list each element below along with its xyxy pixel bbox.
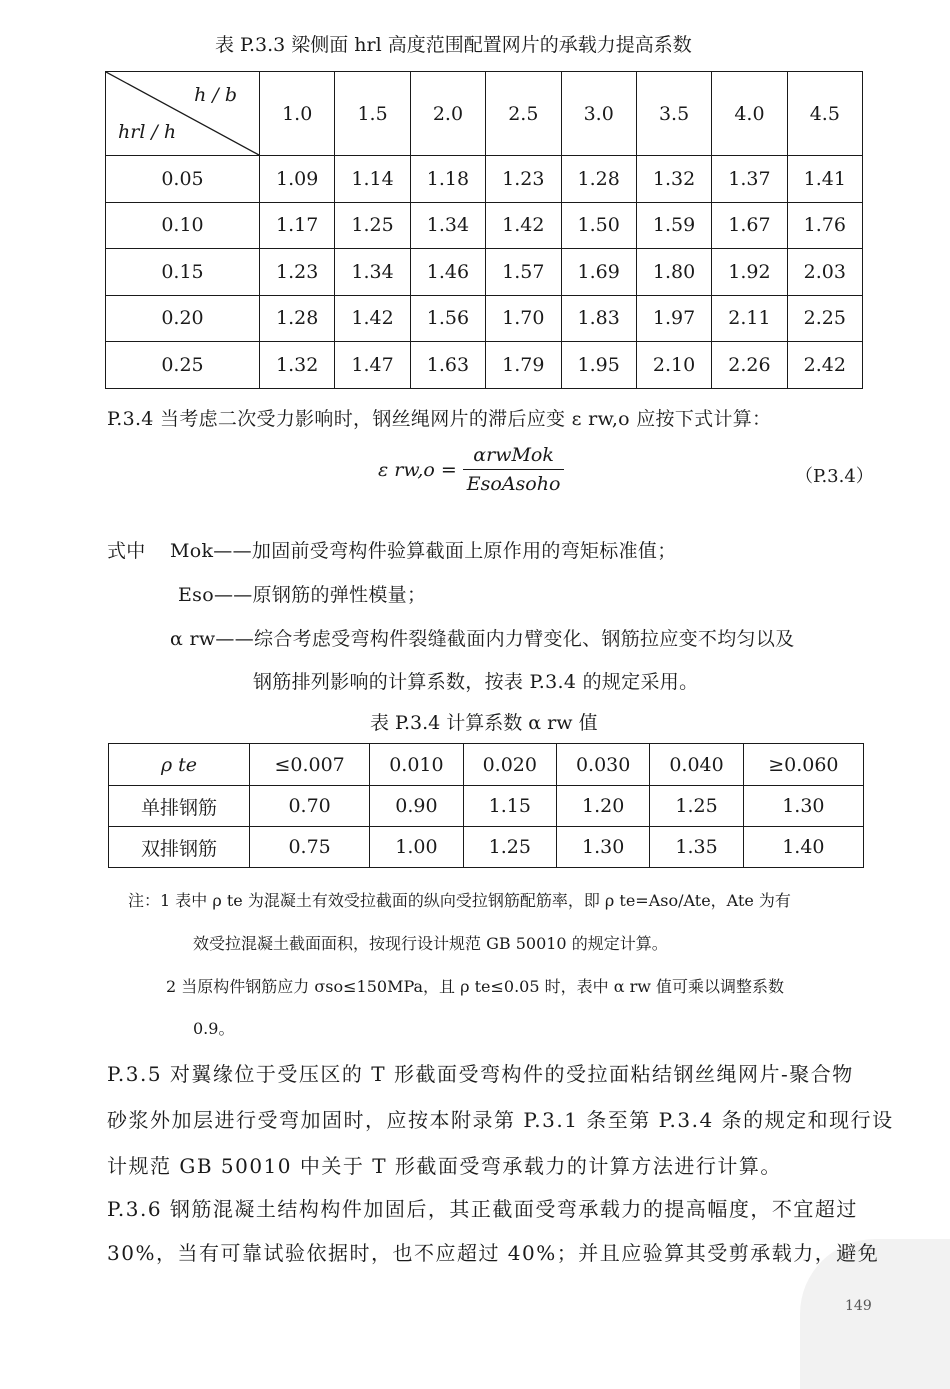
row-label: 0.25 [106, 342, 260, 389]
col-header: 3.5 [636, 72, 711, 156]
table-cell: 1.28 [260, 295, 335, 342]
header-cell: ≤0.007 [250, 744, 370, 786]
equation-lhs: ε rw,o = [378, 458, 457, 481]
table-cell: 1.23 [486, 156, 561, 203]
table-row [106, 342, 863, 389]
note-2: 2 当原构件钢筋应力 σso≤150MPa，且 ρ te≤0.05 时，表中 α rw 值可乘以调整系数 [166, 977, 785, 996]
table-cell: 1.80 [636, 249, 711, 296]
table-cell: 1.63 [410, 342, 485, 389]
table-cell: 2.11 [712, 295, 787, 342]
table-cell: 1.25 [650, 786, 743, 827]
table-cell: 2.26 [712, 342, 787, 389]
equation-numerator: αrwMok [463, 444, 565, 470]
table-cell: 1.00 [370, 827, 463, 868]
table-cell: 1.83 [561, 295, 636, 342]
row-label: 双排钢筋 [109, 827, 250, 868]
col-header: 2.5 [486, 72, 561, 156]
table-cell: 1.23 [260, 249, 335, 296]
table-cell: 1.25 [463, 827, 556, 868]
row-label: 0.15 [106, 249, 260, 296]
table-cell: 1.32 [260, 342, 335, 389]
table-cell: 1.14 [335, 156, 410, 203]
col-header: 4.0 [712, 72, 787, 156]
col-header: 1.0 [260, 72, 335, 156]
table-row [106, 202, 863, 249]
col-header: 2.0 [410, 72, 485, 156]
header-cell: ≥0.060 [743, 744, 863, 786]
table-cell: 1.09 [260, 156, 335, 203]
table-row [106, 249, 863, 296]
table-p33 [105, 71, 863, 389]
table-cell: 1.69 [561, 249, 636, 296]
table-cell: 1.92 [712, 249, 787, 296]
table-p34 [108, 743, 864, 868]
table-cell: 1.67 [712, 202, 787, 249]
table-cell: 0.75 [250, 827, 370, 868]
table-cell: 1.47 [335, 342, 410, 389]
table-cell: 2.42 [787, 342, 862, 389]
table-row [106, 156, 863, 203]
table-cell: 1.42 [486, 202, 561, 249]
table-cell: 1.20 [556, 786, 649, 827]
table-cell: 1.34 [410, 202, 485, 249]
def-alpha-cont: 钢筋排列影响的计算系数，按表 P.3.4 的规定采用。 [253, 671, 699, 693]
table-cell: 1.42 [335, 295, 410, 342]
page-number: 149 [845, 1298, 872, 1314]
table-row [109, 786, 864, 827]
table-cell: 1.35 [650, 827, 743, 868]
table-cell: 1.25 [335, 202, 410, 249]
table-cell: 1.32 [636, 156, 711, 203]
note-1: 注：1 表中 ρ te 为混凝土有效受拉截面的纵向受拉钢筋配筋率，即 ρ te=Aso/Ate，Ate 为有 [128, 891, 791, 910]
equation [378, 444, 564, 495]
where-lead: 式中 [107, 540, 146, 562]
table-cell: 1.15 [463, 786, 556, 827]
table-cell: 1.17 [260, 202, 335, 249]
table-row [106, 295, 863, 342]
table-cell: 0.90 [370, 786, 463, 827]
p36-line-2: 30%，当有可靠试验依据时，也不应超过 40%；并且应验算其受剪承载力，避免 [107, 1241, 880, 1265]
col-header: 1.5 [335, 72, 410, 156]
table-cell: 1.41 [787, 156, 862, 203]
table-cell: 1.79 [486, 342, 561, 389]
table2-caption: 表 P.3.4 计算系数 α rw 值 [370, 712, 598, 734]
header-cell: ρ te [109, 744, 250, 786]
corner-bottom-label: hrl / h [118, 121, 177, 143]
table-cell: 1.34 [335, 249, 410, 296]
header-cell: 0.010 [370, 744, 463, 786]
table-cell: 1.28 [561, 156, 636, 203]
table-cell: 1.70 [486, 295, 561, 342]
equation-fraction [463, 444, 565, 495]
p35-line-1: P.3.5 对翼缘位于受压区的 T 形截面受弯构件的受拉面粘结钢丝绳网片-聚合物 [107, 1062, 854, 1086]
header-cell: 0.030 [556, 744, 649, 786]
table-cell: 1.46 [410, 249, 485, 296]
table-row [109, 827, 864, 868]
def-eso: Eso——原钢筋的弹性模量； [178, 584, 427, 606]
def-alpha: α rw——综合考虑受弯构件裂缝截面内力臂变化、钢筋拉应变不均匀以及 [170, 628, 795, 650]
table-cell: 1.40 [743, 827, 863, 868]
note-1-cont: 效受拉混凝土截面面积，按现行设计规范 GB 50010 的规定计算。 [193, 934, 668, 953]
p35-line-3: 计规范 GB 50010 中关于 T 形截面受弯承载力的计算方法进行计算。 [107, 1154, 782, 1178]
col-header: 3.0 [561, 72, 636, 156]
col-header: 4.5 [787, 72, 862, 156]
header-cell: 0.040 [650, 744, 743, 786]
table-cell: 1.57 [486, 249, 561, 296]
def-mok: Mok——加固前受弯构件验算截面上原作用的弯矩标准值； [170, 540, 677, 562]
table1-caption: 表 P.3.3 梁侧面 hrl 高度范围配置网片的承载力提高系数 [215, 34, 692, 56]
table-cell: 1.76 [787, 202, 862, 249]
p36-line-1: P.3.6 钢筋混凝土结构构件加固后，其正截面受弯承载力的提高幅度，不宜超过 [107, 1197, 858, 1221]
row-label: 0.10 [106, 202, 260, 249]
table-cell: 1.37 [712, 156, 787, 203]
table1-corner-cell [106, 72, 260, 156]
table-cell: 2.10 [636, 342, 711, 389]
note-2-cont: 0.9。 [193, 1019, 235, 1038]
table-cell: 1.95 [561, 342, 636, 389]
row-label: 单排钢筋 [109, 786, 250, 827]
table-cell: 1.50 [561, 202, 636, 249]
header-cell: 0.020 [463, 744, 556, 786]
equation-denominator: EsoAsoho [466, 473, 561, 495]
table-cell: 1.18 [410, 156, 485, 203]
table-cell: 1.97 [636, 295, 711, 342]
row-label: 0.05 [106, 156, 260, 203]
row-label: 0.20 [106, 295, 260, 342]
p34-intro: P.3.4 当考虑二次受力影响时，钢丝绳网片的滞后应变 ε rw,o 应按下式计算： [107, 408, 772, 430]
table-cell: 1.30 [743, 786, 863, 827]
table-cell: 2.25 [787, 295, 862, 342]
table-cell: 1.59 [636, 202, 711, 249]
table-cell: 2.03 [787, 249, 862, 296]
equation-number: （P.3.4） [795, 466, 874, 487]
corner-top-label: h / b [194, 84, 237, 106]
p35-line-2: 砂浆外加层进行受弯加固时，应按本附录第 P.3.1 条至第 P.3.4 条的规定和现行设 [107, 1108, 894, 1132]
table-cell: 1.30 [556, 827, 649, 868]
table-cell: 0.70 [250, 786, 370, 827]
table-cell: 1.56 [410, 295, 485, 342]
